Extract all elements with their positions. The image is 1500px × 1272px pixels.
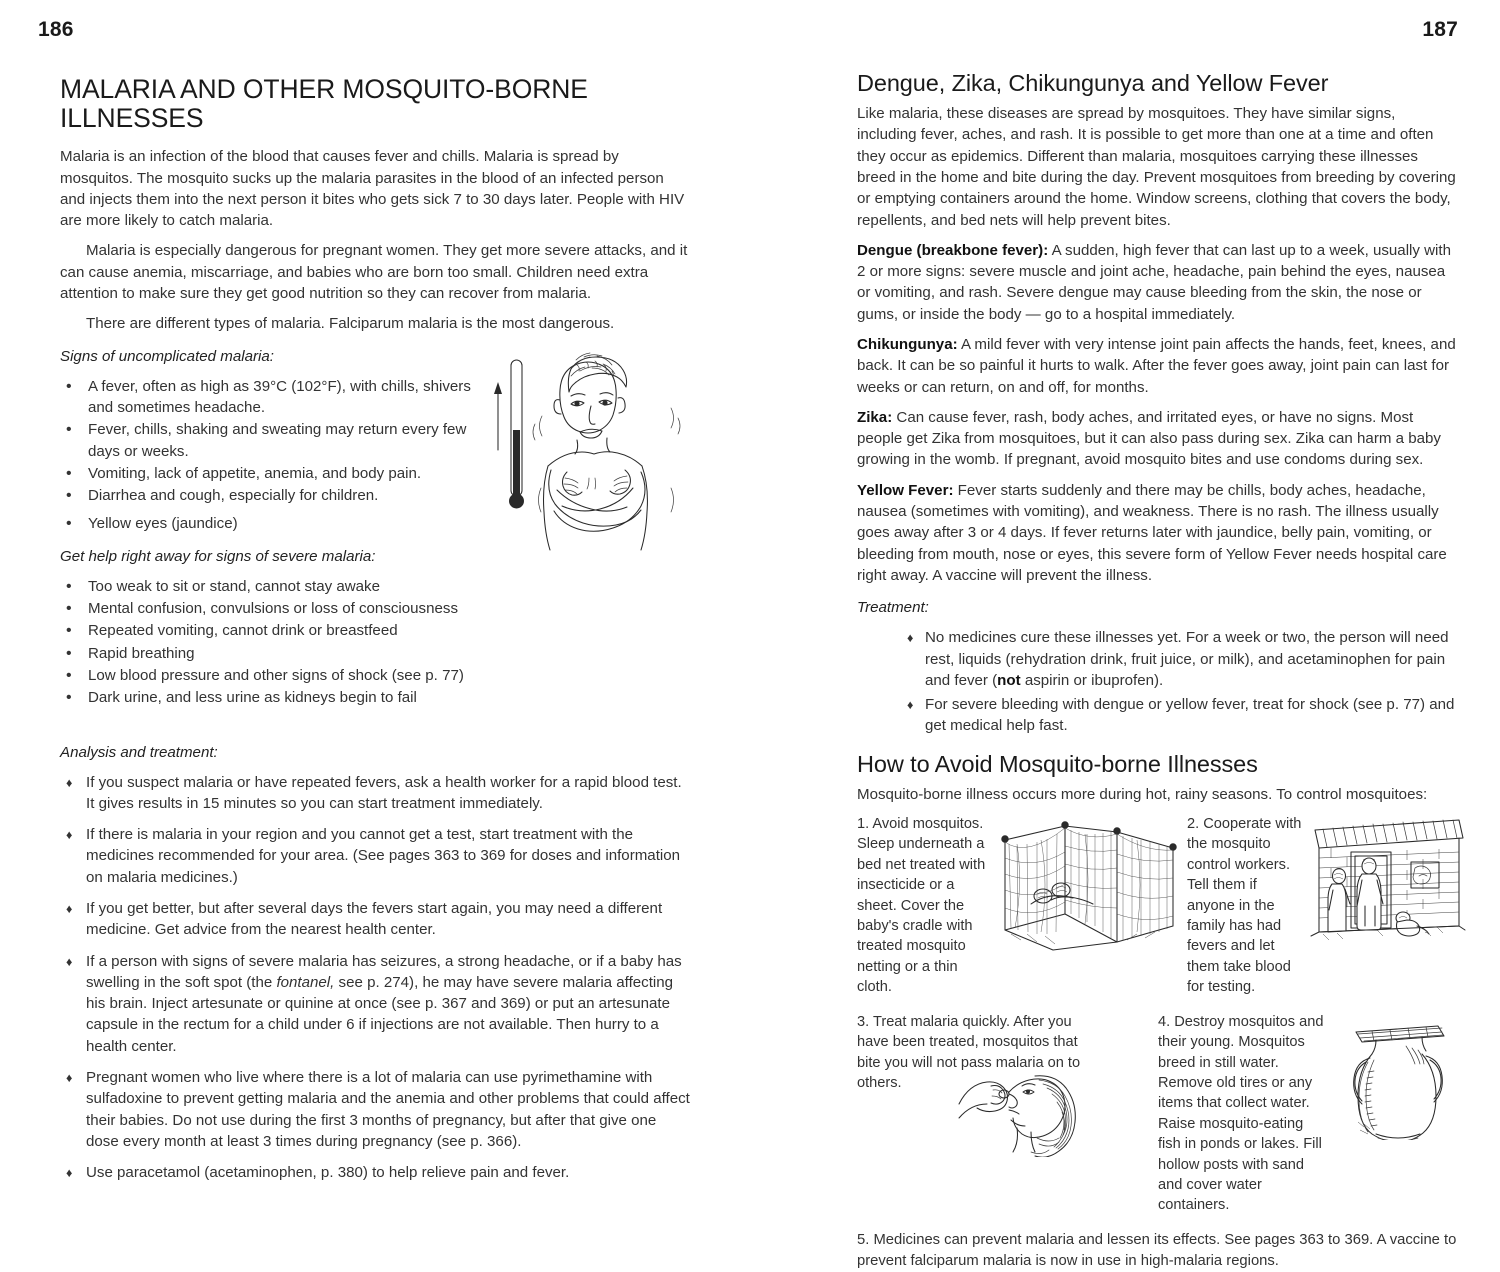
covered-water-jar-illustration: [1338, 1012, 1458, 1140]
treatment-heading: Treatment:: [857, 599, 929, 617]
bed-net-illustration: [987, 814, 1187, 962]
list-item: ♦ If you get better, but after several days the fevers start again, you may need a different medicine. Get advice from the nearest health center.: [60, 898, 690, 941]
page-title: MALARIA AND OTHER MOSQUITO-BORNE ILLNESSES: [60, 74, 588, 134]
list-item: • Yellow eyes (jaundice): [60, 513, 690, 534]
disease-text-dengue: A sudden, high fever that can last up to a week, usually with 2 or more signs: severe muscle and joint ache, headache, pain behind the eyes, nausea or vomiting, and rash. Severe dengue may cause bleeding from the skin, the nose or gums, or inside the body — go to a hospital immediately.: [857, 241, 1451, 323]
disease-yellow-fever: [857, 480, 1458, 586]
dengue-intro-paragraph: Like malaria, these diseases are spread by mosquitoes. They have similar signs, including fever, aches, and rash. It is possible to get more than one at a time and often they occur as epidemics. Different than malaria, mosquitoes carrying these illnesses breed in the home and bite during the day. Prevent mosquitoes from breeding by covering or emptying containers around the home. Window screens, clothing that covers the body, repellents, and bed nets will help prevent bites.: [857, 105, 1456, 229]
disease-dengue: [857, 240, 1458, 325]
avoid-step-3-caption: 3. Treat malaria quickly. After you have been treated, mosquitos that bite you will not pass malaria on to others.: [857, 1013, 1081, 1091]
analysis-list: [60, 772, 690, 1184]
avoid-step-1-caption: 1. Avoid mosquitos. Sleep underneath a bed net treated with insecticide or a sheet. Cover the baby's cradle with treated mosquito netting or a thin cloth.: [857, 816, 986, 996]
health-workers-at-house-illustration: [1307, 814, 1467, 949]
list-item: • Fever, chills, shaking and sweating may return every few days or weeks.: [60, 419, 690, 462]
severe-malaria-heading: Get help right away for signs of severe malaria:: [60, 547, 376, 565]
disease-text-yellow-fever: Fever starts suddenly and there may be chills, body aches, headache, nausea (sometimes with vomiting), and weakness. There is no rash. The illness usually goes away after 3 or 4 days. If fever returns later with jaundice, belly pain, vomiting, or bleeding from mouth, nose or eyes, this severe form of Yellow Fever needs hospital care right away. A vaccine will prevent the illness.: [857, 481, 1447, 584]
list-item: ♦ Use paracetamol (acetaminophen, p. 380) to help relieve pain and fever.: [60, 1162, 690, 1183]
list-item: ♦ If a person with signs of severe malaria has seizures, a strong headache, or if a baby has swelling in the soft spot (the fontanel, see p. 274), he may have severe malaria affecting his brain. Inject artesunate or quinine at once (see p. 367 and 369) or put an artesunate capsule in the rectum for a child under 6 if injections are not available. Then hurry to a health center.: [60, 951, 690, 1057]
list-item: • A fever, often as high as 39°C (102°F), with chills, shivers and sometimes headache.: [60, 376, 690, 419]
taking-medicine-illustration: [957, 1052, 1092, 1157]
avoid-section-title: How to Avoid Mosquito-borne Illnesses: [857, 750, 1258, 777]
list-item: • Mental confusion, convulsions or loss of consciousness: [60, 598, 690, 619]
severe-malaria-list: [60, 576, 690, 709]
treatment-list: [901, 627, 1458, 736]
avoid-step-1: [857, 814, 1187, 998]
disease-zika: [857, 407, 1458, 471]
avoid-footer-note: 5. Medicines can prevent malaria and lessen its effects. See pages 363 to 369. A vaccine to prevent falciparum malaria is now in use in high-malaria regions.: [857, 1231, 1457, 1269]
avoid-step-4-caption: 4. Destroy mosquitos and their young. Mosquitos breed in still water. Remove old tires or any items that collect water. Raise mosquito-eating fish in ponds or lakes. Fill hollow posts with sand and cover water containers.: [1158, 1013, 1324, 1214]
page-number-right: 187: [1422, 18, 1458, 41]
avoid-step-4: [1158, 1012, 1458, 1216]
dengue-section-title: Dengue, Zika, Chikungunya and Yellow Fever: [857, 70, 1329, 96]
disease-name-yellow-fever: Yellow Fever:: [857, 481, 954, 499]
treatment-text-1b: aspirin or ibuprofen).: [1020, 671, 1164, 689]
avoid-step-2-caption: 2. Cooperate with the mosquito control workers. Tell them if anyone in the family has had fevers and let them take blood for testing.: [1187, 816, 1302, 996]
treatment-bold-not: not: [997, 671, 1021, 689]
disease-name-zika: Zika:: [857, 408, 893, 426]
intro-paragraph-2: Malaria is especially dangerous for pregnant women. They get more severe attacks, and it can cause anemia, miscarriage, and babies who are born too small. Children need extra attention to make sure they get good nutrition so they can recover from malaria.: [60, 242, 688, 303]
list-item: ♦ Pregnant women who live where there is a lot of malaria can use pyrimethamine with sulfadoxine to prevent getting malaria and the anemia and other problems that could affect their babies. Do not use during the first 3 months of pregnancy, but after that give one dose every month at least 3 times during pregnancy (see p. 366).: [60, 1067, 690, 1152]
list-item: • Rapid breathing: [60, 643, 690, 664]
disease-name-dengue: Dengue (breakbone fever):: [857, 241, 1049, 259]
avoid-step-3: [857, 1012, 1158, 1094]
list-item: [901, 627, 1458, 691]
disease-name-chikungunya: Chikungunya:: [857, 335, 958, 353]
signs-heading: Signs of uncomplicated malaria:: [60, 347, 274, 365]
page-number-left: 186: [38, 18, 74, 41]
list-item: • Too weak to sit or stand, cannot stay awake: [60, 576, 690, 597]
page-right: [750, 0, 1500, 1269]
treatment-text-1a: No medicines cure these illnesses yet. For a week or two, the person will need rest, liquids (rehydration drink, fruit juice, or milk), and acetaminophen for pain and fever (: [925, 629, 1449, 689]
list-item: ♦ If there is malaria in your region and you cannot get a test, start treatment with the medicines recommended for your area. (See pages 363 to 369 for doses and information on malaria medicines.): [60, 824, 690, 888]
avoid-steps-row-1: [857, 814, 1458, 998]
list-item: • Low blood pressure and other signs of shock (see p. 77): [60, 665, 690, 686]
disease-chikungunya: [857, 334, 1458, 398]
list-item: • Vomiting, lack of appetite, anemia, and body pain.: [60, 463, 690, 484]
intro-paragraph-1: Malaria is an infection of the blood that causes fever and chills. Malaria is spread by mosquitos. The mosquito sucks up the malaria parasites in the blood of an infected person and injects them into the next person it bites who gets sick 7 to 30 days later. People with HIV are more likely to catch malaria.: [60, 148, 685, 230]
page-left: [0, 0, 750, 1182]
list-item: ♦ If you suspect malaria or have repeated fevers, ask a health worker for a rapid blood test. It gives results in 15 minutes so you can start treatment immediately.: [60, 772, 690, 815]
disease-text-zika: Can cause fever, rash, body aches, and irritated eyes, or have no signs. Most people get Zika from mosquitoes, but it can also pass during sex. Zika can harm a baby growing in the womb. If pregnant, avoid mosquito bites and use condoms during sex.: [857, 408, 1441, 469]
avoid-intro-paragraph: Mosquito-borne illness occurs more during hot, rainy seasons. To control mosquitoes:: [857, 785, 1428, 803]
list-item: • Diarrhea and cough, especially for children.: [60, 485, 690, 506]
analysis-heading: Analysis and treatment:: [60, 743, 218, 761]
disease-text-chikungunya: A mild fever with very intense joint pain affects the hands, feet, knees, and back. It can be so painful it hurts to walk. After the fever goes away, joint pain can last for weeks or can return, on and off, for months.: [857, 335, 1456, 396]
list-item: • Repeated vomiting, cannot drink or breastfeed: [60, 620, 690, 641]
list-item: ♦ For severe bleeding with dengue or yellow fever, treat for shock (see p. 77) and get medical help fast.: [901, 694, 1458, 737]
intro-paragraph-3: There are different types of malaria. Falciparum malaria is the most dangerous.: [86, 315, 615, 333]
avoid-steps-row-2: [857, 1012, 1458, 1216]
list-item: • Dark urine, and less urine as kidneys begin to fail: [60, 687, 690, 708]
avoid-step-2: [1187, 814, 1467, 998]
